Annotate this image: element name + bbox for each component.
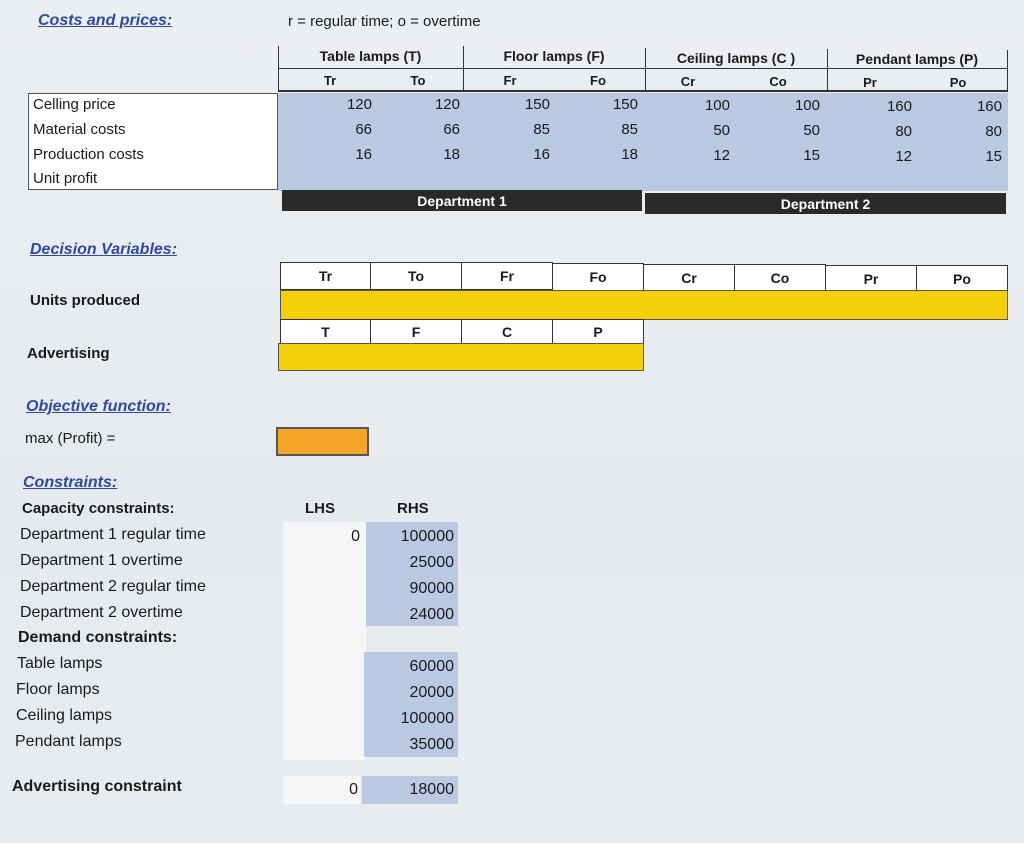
demand-label-floor: Floor lamps [16,681,100,698]
lhs-column [283,522,366,760]
cap-label-d2o: Department 2 overtime [20,604,183,621]
material-co: 50 [803,122,820,139]
advertising-label: Advertising [27,345,110,362]
production-pr: 12 [895,148,912,165]
demand-label-pendant: Pendant lamps [15,733,122,750]
cap-rhs-d1o: 25000 [409,554,454,571]
objective-cell[interactable] [276,427,369,456]
production-po: 15 [985,148,1002,165]
adv-header-f: F [370,319,462,344]
price-cr: 100 [704,97,730,114]
price-tr: 120 [346,96,372,113]
demand-rhs-ceiling: 100000 [400,710,454,727]
units-header-po: Po [916,265,1008,293]
cap-lhs-d1r: 0 [351,528,360,545]
header-border-3 [827,49,828,92]
adv-constraint-rhs: 18000 [409,781,454,798]
sub-header-tr: Tr [323,73,337,88]
material-tr: 66 [355,121,372,138]
product-header-ceiling: Ceiling lamps (C ) [676,50,796,66]
production-cr: 12 [713,147,730,164]
cap-label-d2r: Department 2 regular time [20,578,206,595]
product-header-table: Table lamps (T) [319,48,422,64]
header-border-left [278,46,279,92]
lhs-header: LHS [305,500,335,517]
sub-header-po: Po [949,75,967,90]
sub-header-to: To [410,73,426,88]
row-label-material: Material costs [33,121,126,138]
cap-rhs-d2r: 90000 [409,580,454,597]
price-pr: 160 [886,98,912,115]
units-header-co: Co [734,264,826,292]
demand-title: Demand constraints: [18,629,178,646]
production-co: 15 [803,147,820,164]
row-label-price: Celling price [33,96,116,113]
units-header-pr: Pr [825,265,917,293]
price-to: 120 [434,96,460,113]
units-header-to: To [370,262,462,290]
units-produced-label: Units produced [30,292,141,309]
production-tr: 16 [355,146,372,163]
price-fo: 150 [612,96,638,113]
cap-rhs-d1r: 100000 [400,528,454,545]
rhs-header: RHS [397,500,429,517]
advertising-input[interactable] [278,343,644,371]
objective-heading: Objective function: [26,398,171,415]
material-pr: 80 [895,123,912,140]
cap-label-d1o: Department 1 overtime [20,552,183,569]
header-border-2 [645,48,646,92]
material-cr: 50 [713,122,730,139]
sub-header-fr: Fr [503,73,517,88]
demand-label-table: Table lamps [17,655,103,672]
price-fr: 150 [524,96,550,113]
price-co: 100 [794,97,820,114]
product-header-floor: Floor lamps (F) [503,48,605,64]
units-header-fo: Fo [552,263,644,291]
demand-rhs-pendant: 35000 [409,736,454,753]
product-header-pendant: Pendant lamps (P) [855,51,979,67]
sub-header-fo: Fo [590,73,606,88]
header-divider [278,68,1008,69]
row-label-production: Production costs [33,146,144,163]
decision-heading: Decision Variables: [30,241,178,258]
production-fr: 16 [533,146,550,163]
department-2-bar: Department 2 [645,193,1006,214]
constraints-heading: Constraints: [23,474,118,491]
sub-header-pr: Pr [863,75,877,90]
units-header-fr: Fr [461,262,553,290]
cap-rhs-d2o: 24000 [409,606,454,623]
row-label-profit: Unit profit [33,170,98,187]
objective-label: max (Profit) = [25,430,116,447]
material-to: 66 [443,121,460,138]
header-border-1 [463,46,464,92]
material-po: 80 [985,123,1002,140]
costs-heading: Costs and prices: [38,12,173,29]
units-header-tr: Tr [280,262,371,290]
adv-header-c: C [461,319,553,344]
price-po: 160 [976,98,1002,115]
sub-header-cr: Cr [680,74,696,89]
adv-header-t: T [280,319,371,344]
adv-constraint-label: Advertising constraint [12,778,182,795]
adv-constraint-lhs: 0 [349,781,358,798]
demand-rhs-table: 60000 [409,658,454,675]
capacity-title: Capacity constraints: [22,500,175,517]
sub-header-co: Co [769,74,787,89]
header-bottom-border [278,90,1008,92]
adv-header-p: P [552,319,644,344]
legend-text: r = regular time; o = overtime [288,13,481,30]
production-fo: 18 [621,146,638,163]
units-header-cr: Cr [643,264,735,292]
units-produced-input[interactable] [280,290,1008,320]
header-border-right [1007,50,1008,92]
demand-label-ceiling: Ceiling lamps [16,707,113,724]
department-1-bar: Department 1 [282,190,642,211]
production-to: 18 [443,146,460,163]
demand-rhs-floor: 20000 [409,684,454,701]
material-fr: 85 [533,121,550,138]
material-fo: 85 [621,121,638,138]
cap-label-d1r: Department 1 regular time [20,526,206,543]
